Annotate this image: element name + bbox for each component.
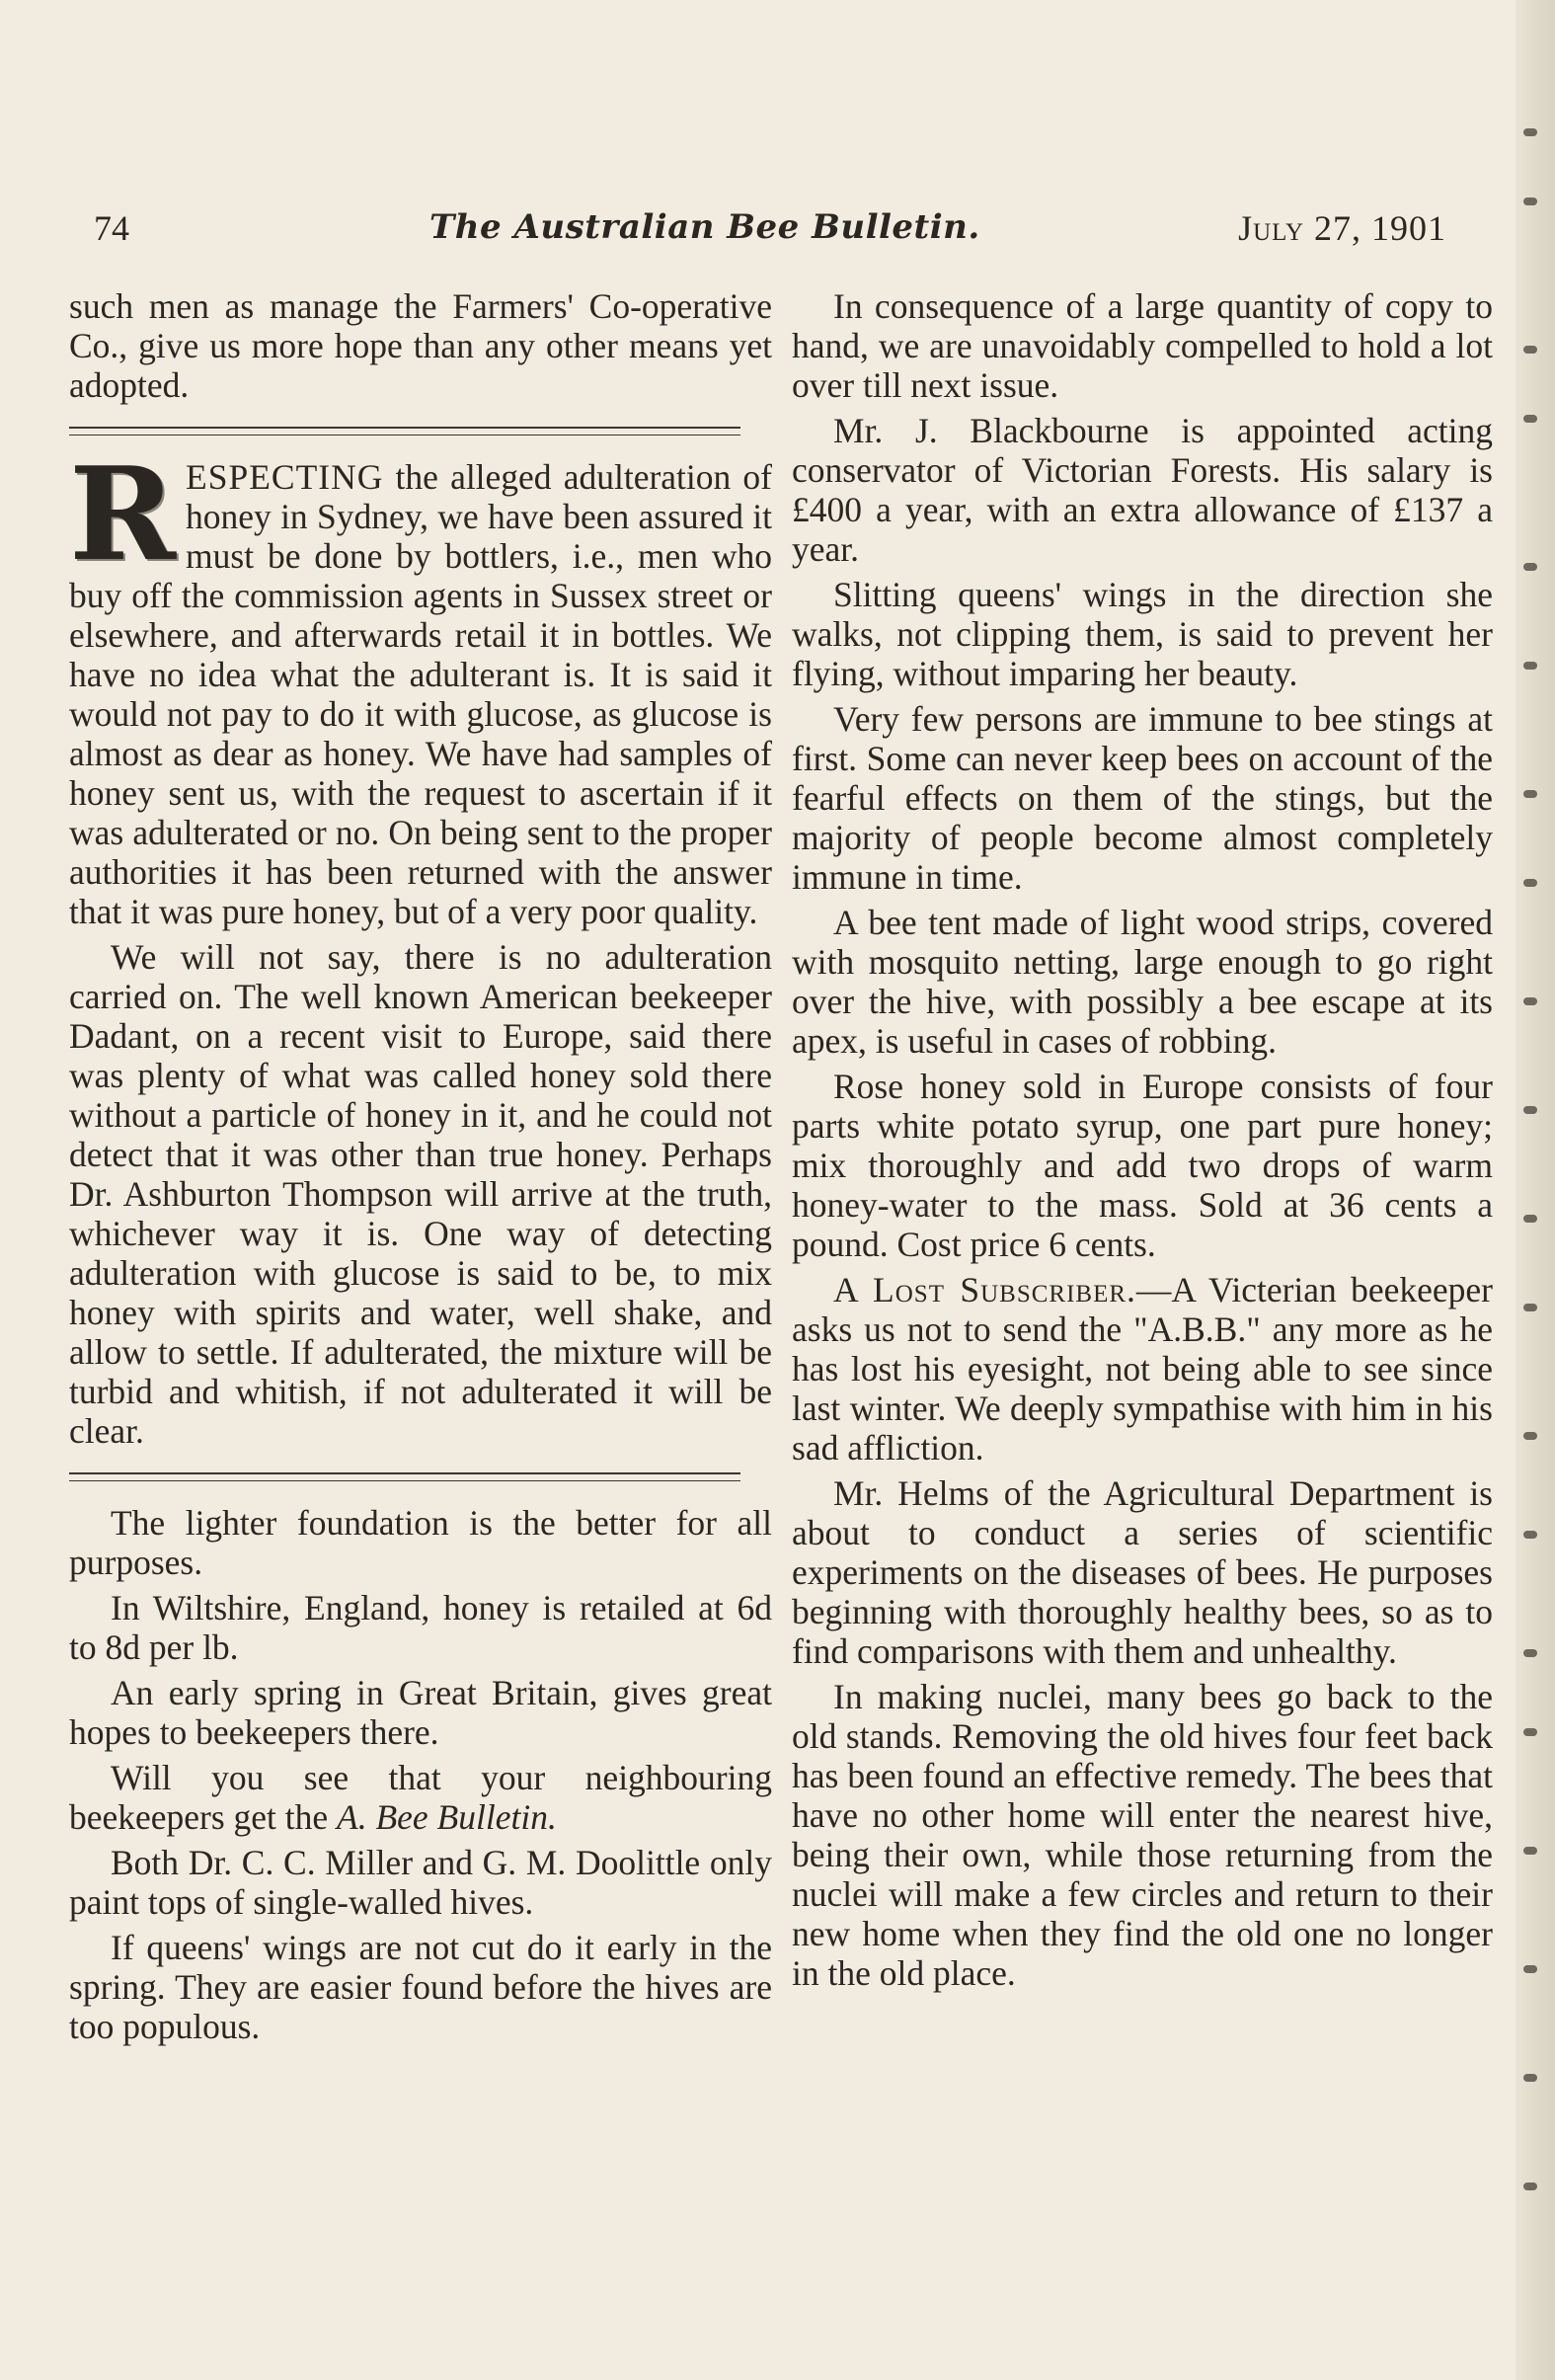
journal-title: The Australian Bee Bulletin. [429,207,980,247]
left-column [69,286,772,2052]
binding-marks [1519,109,1549,2281]
page-number: 74 [94,208,129,248]
paragraph: A bee tent made of light wood strips, covered with mosquito netting, large enough to go right over the hive, with possibly a bee escape at its apex, is useful in cases of robbing. [792,903,1493,1061]
paragraph: The lighter foundation is the better for all purposes. [69,1503,772,1582]
paragraph: Slitting queens' wings in the direction she walks, not clipping them, is said to prevent her flying, without imparing her beauty. [792,575,1493,693]
paragraph: In consequence of a large quantity of copy to hand, we are unavoidably compelled to hold a lot over till next issue. [792,286,1493,405]
paragraph: Mr. J. Blackbourne is appointed acting conservator of Victorian Forests. His salary is £400 a year, with an extra allowance of £137 a year. [792,411,1493,569]
lead-word: ESPECTING [186,457,384,497]
paragraph: such men as manage the Farmers' Co-operative Co., give us more hope than any other means yet adopted. [69,286,772,405]
paragraph-text: the alleged adulteration of honey in Sydney, we have been assured it must be done by bottlers, i.e., men who buy off the commission agents in Sussex street or elsewhere, and afterwards retail it in bottles. We have no idea what the adulterant is. It is said it would not pay to do it with glucose, as glucose is almost as dear as honey. We have had samples of honey sent us, with the request to ascertain if it was adulterated or no. On being sent to the proper authorities it has been returned with the answer that it was pure honey, but of a very poor quality. [69,457,772,931]
paragraph-text: —A Victerian beekeeper asks us not to send the "A.B.B." any more as he has lost his eyesight, not being able to see since last winter. We deeply sympathise with him in his sad affliction. [792,1270,1493,1468]
paragraph: Mr. Helms of the Agricultural Department is about to conduct a series of scientific experiments on the diseases of bees. He purposes beginning with thoroughly healthy bees, so as to find comparisons with them and unhealthy. [792,1473,1493,1671]
page-header [94,207,1446,257]
paragraph: In Wiltshire, England, honey is retailed at 6d to 8d per lb. [69,1588,772,1667]
paragraph: If queens' wings are not cut do it early in the spring. They are easier found before the hives are too populous. [69,1928,772,2046]
paragraph-text: Will you see that your neighbouring beekeepers get the [69,1758,772,1837]
item-heading: A Lost Subscriber. [833,1270,1136,1309]
paragraph [792,1270,1493,1468]
paragraph: We will not say, there is no adulteration carried on. The well known American beekeeper Dadant, on a recent visit to Europe, said there was plenty of what was called honey sold there without a particle of honey in it, and he could not detect that it was other than true honey. Perhaps Dr. Ashburton Thompson will arrive at the truth, whichever way it is. One way of detecting adulteration with glucose is said to be, to mix honey with spirits and water, well shake, and allow to settle. If adulterated, the mixture will be turbid and whitish, if not adulterated it will be clear. [69,937,772,1451]
journal-name: A. Bee Bulletin. [337,1797,557,1837]
paragraph: In making nuclei, many bees go back to the old stands. Removing the old hives four feet back has been found an effective remedy. The bees that have no other home will enter the nearest hive, being their own, while those returning from the nuclei will make a few circles and return to their new home when they find the old one no longer in the old place. [792,1677,1493,1993]
right-column [792,286,1493,1999]
section-divider [69,427,740,436]
drop-cap: R [69,438,177,590]
paragraph: Both Dr. C. C. Miller and G. M. Doolittle only paint tops of single-walled hives. [69,1843,772,1922]
paragraph: Rose honey sold in Europe consists of four parts white potato syrup, one part pure honey; mix thoroughly and add two drops of warm honey-water to the mass. Sold at 36 cents a pound. Cost price 6 cents. [792,1067,1493,1264]
section-divider [69,1472,740,1481]
paragraph [69,1758,772,1837]
issue-date: July 27, 1901 [1238,208,1446,248]
paragraph: Very few persons are immune to bee stings at first. Some can never keep bees on account of the fearful effects on them of the stings, but the majority of people become almost completely immune in time. [792,699,1493,897]
article-adulteration [69,438,772,931]
paragraph: An early spring in Great Britain, gives great hopes to beekeepers there. [69,1673,772,1752]
